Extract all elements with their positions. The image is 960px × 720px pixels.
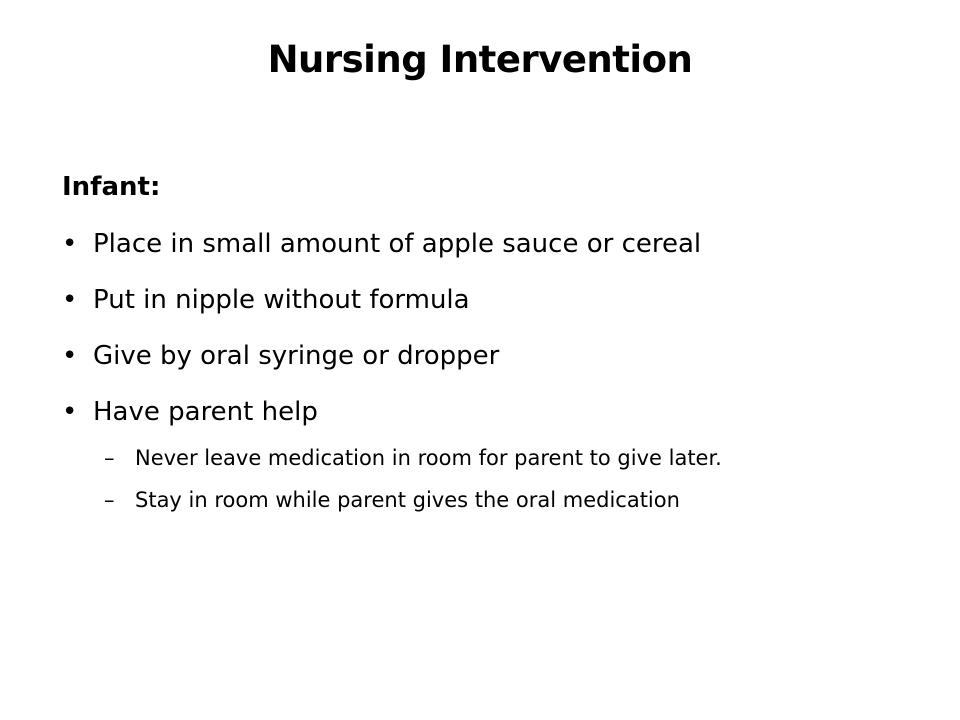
bullet-list [62, 227, 922, 429]
bullet-text: Have parent help [93, 397, 318, 427]
bullet-icon: • [62, 341, 78, 371]
bullet-item [62, 227, 922, 261]
dash-icon: – [104, 488, 115, 512]
sub-bullet-list [104, 443, 922, 515]
sub-bullet-text: Stay in room while parent gives the oral medication [135, 488, 680, 512]
slide-content [62, 170, 922, 527]
bullet-icon: • [62, 285, 78, 315]
bullet-icon: • [62, 229, 78, 259]
sub-bullet-text: Never leave medication in room for parent to give later. [135, 446, 722, 470]
bullet-icon: • [62, 397, 78, 427]
slide-title: Nursing Intervention [267, 38, 693, 81]
bullet-item [62, 339, 922, 373]
bullet-text: Give by oral syringe or dropper [93, 341, 500, 371]
bullet-item [62, 283, 922, 317]
section-heading: Infant: [62, 172, 161, 202]
sub-bullet-item [104, 485, 915, 515]
bullet-text: Put in nipple without formula [93, 285, 470, 315]
sub-bullet-item [104, 443, 915, 473]
bullet-item [62, 395, 922, 429]
dash-icon: – [104, 446, 115, 470]
bullet-text: Place in small amount of apple sauce or cereal [93, 229, 702, 259]
